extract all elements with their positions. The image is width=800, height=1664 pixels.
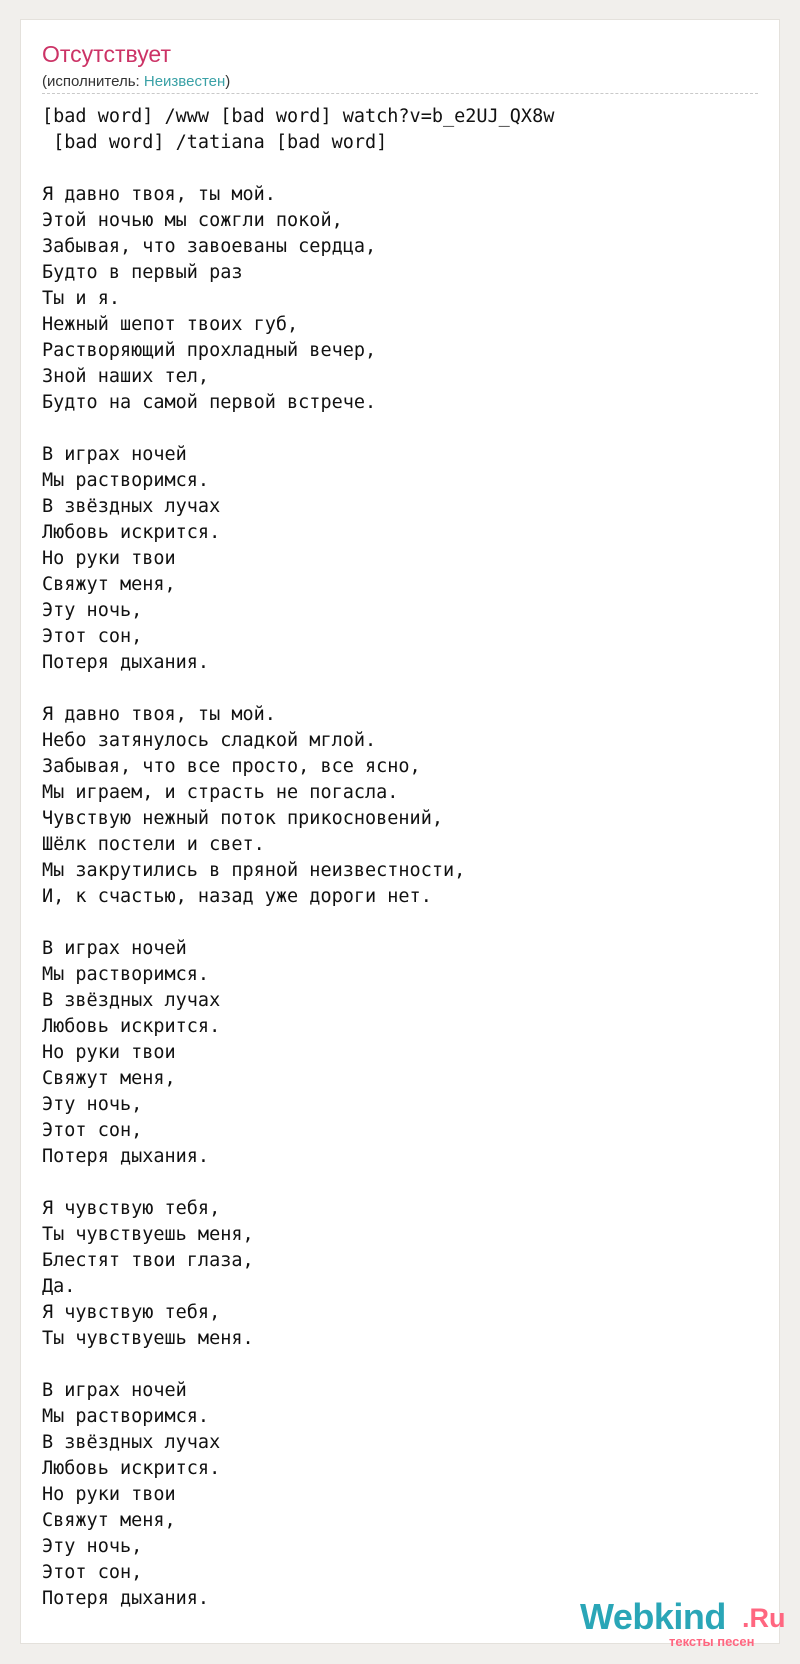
artist-label: (исполнитель: [42,73,144,90]
artist-close: ) [225,73,231,90]
artist-line [42,73,230,90]
divider [42,93,758,94]
logo-tagline: тексты песен [669,1634,755,1649]
artist-link[interactable]: Неизвестен [143,73,226,90]
logo-tld: .Ru [742,1603,786,1633]
webkind-logo[interactable] [580,1596,786,1649]
logo-main: Webkind [580,1596,726,1637]
song-title: Отсутствует [42,41,171,67]
lyrics-text: [bad word] /www [bad word] watch?v=b_e2UJ_QX8w [bad word] /tatiana [bad word] Я давно твоя, ты мой. Этой ночью мы сожгли покой, Забывая, что завоеваны сердца, Будто в первый раз Ты и я. Нежный шепот твоих губ, Растворяющий прохладный вечер, Зной наших тел, Будто на самой первой встрече. В играх ночей Мы растворимся. В звёздных лучах Любовь искрится. Но руки твои Свяжут меня, Эту ночь, Этот сон, Потеря дыхания. Я давно твоя, ты мой. Небо затянулось сладкой мглой. Забывая, что все просто, все ясно, Мы играем, и страсть не погасла. Чувствую нежный поток прикосновений, Шёлк постели и свет. Мы закрутились в пряной неизвестности, И, к счастью, назад уже дороги нет. В играх ночей Мы растворимся. В звёздных лучах Любовь искрится. Но руки твои Свяжут меня, Эту ночь, Этот сон, Потеря дыхания. Я чувствую тебя, Ты чувствуешь меня, Блестят твои глаза, Да. Я чувствую тебя, Ты чувствуешь меня. В играх ночей Мы растворимся. В звёздных лучах Любовь искрится. Но руки твои Свяжут меня, Эту ночь, Этот сон, Потеря дыхания. [42,106,555,1609]
